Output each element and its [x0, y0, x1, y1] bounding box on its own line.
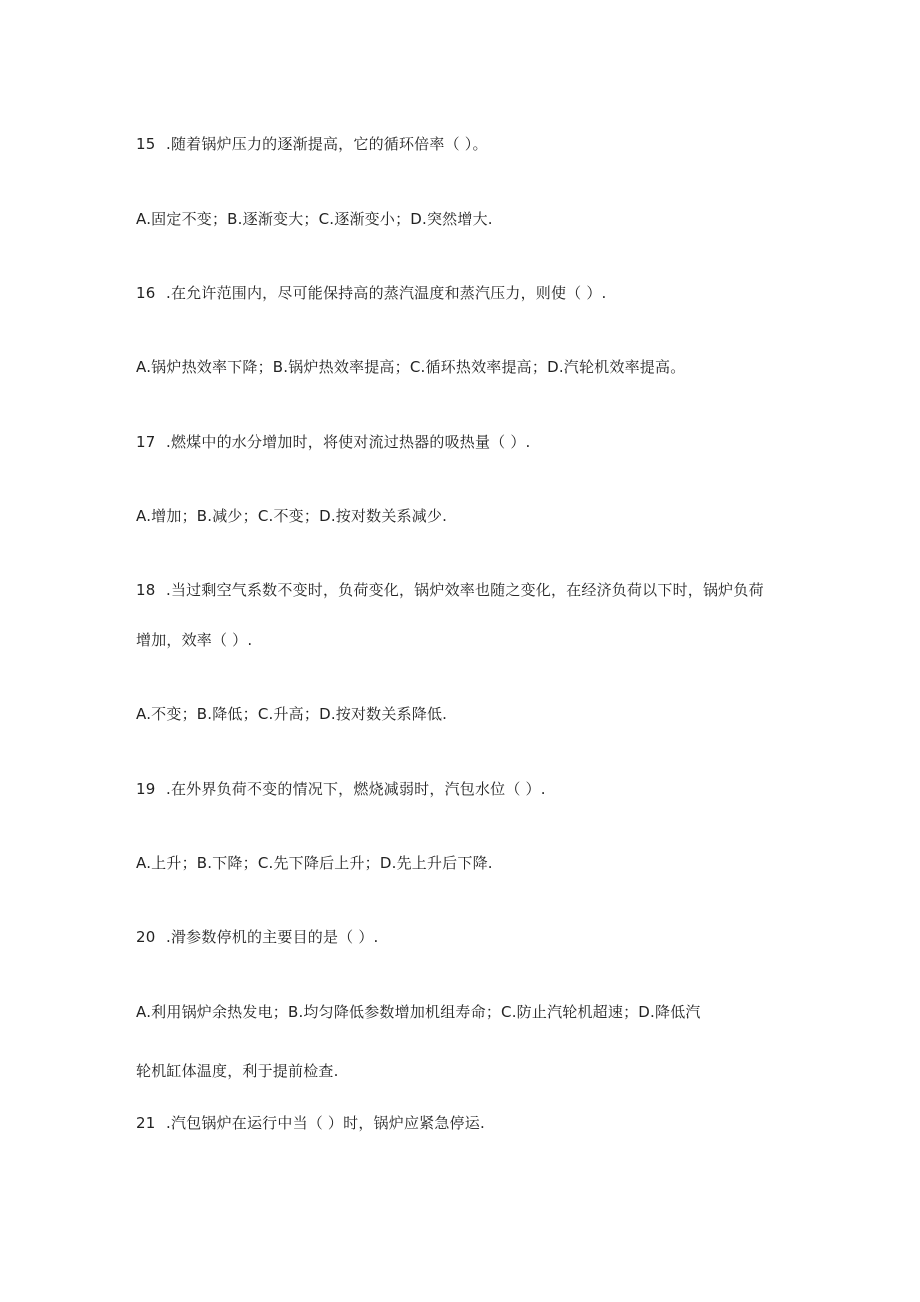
question-text: .随着锅炉压力的逐渐提高，它的循环倍率（ ）。 [166, 135, 488, 153]
question-text: .汽包锅炉在运行中当（ ）时，锅炉应紧急停运. [166, 1114, 485, 1132]
question-number: 17 [136, 433, 156, 451]
question-17 [136, 432, 531, 452]
question-16 [136, 283, 607, 303]
question-20-options-continuation: 轮机缸体温度，利于提前检查. [136, 1062, 339, 1080]
question-19 [136, 779, 546, 799]
question-number: 19 [136, 780, 156, 798]
question-number: 21 [136, 1114, 156, 1132]
question-20-options: A.利用锅炉余热发电；B.均匀降低参数增加机组寿命；C.防止汽轮机超速；D.降低汽 [136, 1003, 701, 1021]
question-15-options: A.固定不变；B.逐渐变大；C.逐渐变小；D.突然增大. [136, 210, 493, 228]
question-20 [136, 927, 379, 947]
question-text: .在外界负荷不变的情况下，燃烧减弱时，汽包水位（ ）. [166, 780, 546, 798]
question-text: .滑参数停机的主要目的是（ ）. [166, 928, 379, 946]
question-text: .当过剩空气系数不变时，负荷变化，锅炉效率也随之变化，在经济负荷以下时，锅炉负荷 [166, 581, 764, 599]
question-21 [136, 1113, 485, 1133]
question-number: 18 [136, 581, 156, 599]
question-16-options: A.锅炉热效率下降；B.锅炉热效率提高；C.循环热效率提高；D.汽轮机效率提高。 [136, 358, 686, 376]
question-text: .在允许范围内，尽可能保持高的蒸汽温度和蒸汽压力，则使（ ）. [166, 284, 607, 302]
question-18 [136, 580, 764, 600]
question-17-options: A.增加；B.减少；C.不变；D.按对数关系减少. [136, 507, 448, 525]
question-18-continuation: 增加，效率（ ）. [136, 631, 253, 649]
question-number: 20 [136, 928, 156, 946]
question-number: 15 [136, 135, 156, 153]
question-text: .燃煤中的水分增加时，将使对流过热器的吸热量（ ）. [166, 433, 531, 451]
question-15 [136, 134, 488, 154]
question-18-options: A.不变；B.降低；C.升高；D.按对数关系降低. [136, 705, 448, 723]
question-number: 16 [136, 284, 156, 302]
question-19-options: A.上升；B.下降；C.先下降后上升；D.先上升后下降. [136, 854, 493, 872]
